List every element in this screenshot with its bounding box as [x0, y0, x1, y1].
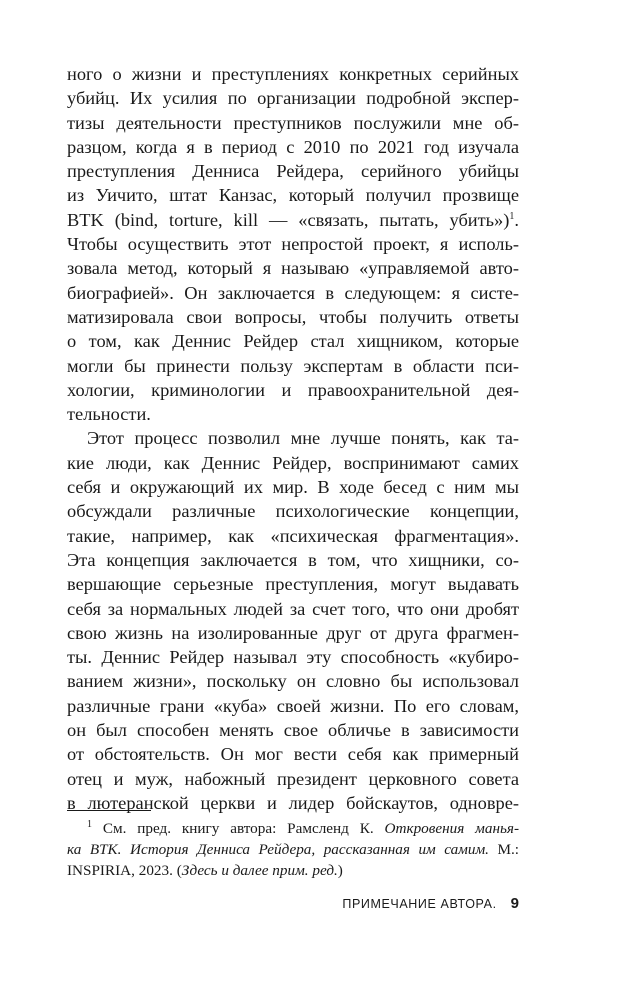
text-line: ванием жизни», поскольку он словно бы использовал: [67, 671, 519, 692]
text-line: себя и окружающий их мир. В ходе бесед с ним мы: [67, 477, 519, 498]
footnote-text: ): [337, 862, 343, 879]
running-footer: [67, 895, 519, 913]
text-line: зовала метод, который я называю «управляемой авто-: [67, 258, 519, 279]
text-line: могли бы принести пользу экспертам в области пси-: [67, 355, 519, 376]
footnote-title: Откровения манья-: [384, 820, 520, 837]
text-line: убийц. Их усилия по организации подробной экспер-: [67, 88, 519, 109]
footnote-note: Здесь и далее прим. ред.: [181, 862, 338, 879]
text-segment: BTK (bind, torture, kill — «связать, пытать, убить»): [67, 209, 510, 230]
page-number: 9: [510, 895, 519, 912]
text-line: вершающие серьезные преступления, могут выдавать: [67, 574, 519, 595]
text-line: кие люди, как Деннис Рейдер, воспринимают самих: [67, 452, 519, 473]
text-line: обсуждали различные психологические концепции,: [67, 501, 519, 522]
text-line-with-footnote: BTK (bind, torture, kill — «связать, пытать, убить»)$^1$.: [67, 209, 519, 230]
text-line: от обстоятельств. Он мог вести себя как примерный: [67, 744, 519, 765]
footnote-text: См. пред. книгу автора: Рамсленд К.: [102, 820, 385, 837]
text-line: отец и муж, набожный президент церковного совета: [67, 768, 519, 789]
footnote-text: М.:: [488, 841, 519, 858]
text-line: он был способен менять свое обличье в зависимости: [67, 720, 519, 741]
text-line: различные грани «куба» своей жизни. По его словам,: [67, 695, 519, 716]
text-line: тельности.: [67, 404, 151, 425]
text-line: о том, как Деннис Рейдер стал хищником, которые: [67, 331, 519, 352]
text-line: хологии, криминологии и правоохранительной дея-: [67, 379, 519, 400]
text-line: такие, например, как «психическая фрагментация».: [67, 525, 519, 546]
text-line: Эта концепция заключается в том, что хищники, со-: [67, 549, 519, 570]
text-line: Чтобы осуществить этот непростой проект, я исполь-: [67, 234, 519, 255]
text-line: свою жизнь на изолированные друг от друга фрагмен-: [67, 622, 519, 643]
section-label: ПРИМЕЧАНИЕ АВТОРА.: [342, 897, 497, 911]
text-line: тизы деятельности преступников послужили мне об-: [67, 112, 519, 133]
text-line: преступления Денниса Рейдера, серийного убийцы: [67, 161, 519, 182]
text-line: биографией». Он заключается в следующем: я систе-: [67, 282, 519, 303]
footnote-divider: [67, 810, 151, 811]
text-line: разцом, когда я в период с 2010 по 2021 год изучала: [67, 136, 519, 157]
main-text: [67, 62, 519, 815]
text-line: в лютеранской церкви и лидер бойскаутов, одновре-: [67, 792, 519, 813]
footnote-line: [67, 839, 519, 860]
footnote: [67, 818, 519, 881]
footnote-text: INSPIRIA, 2023. (: [67, 862, 182, 879]
footnote-title: ка BTK. История Денниса Рейдера, рассказанная им самим.: [67, 841, 489, 858]
text-line: ного о жизни и преступлениях конкретных серийных: [67, 64, 519, 84]
footnote-ref[interactable]: 1: [509, 210, 515, 222]
text-line: матизировала свои вопросы, чтобы получить ответы: [67, 306, 519, 327]
text-line: себя за нормальных людей за счет того, что они дробят: [67, 598, 519, 619]
footnote-line: [67, 818, 519, 839]
text-line: из Уичито, штат Канзас, который получил прозвище: [67, 185, 519, 206]
text-line: ты. Деннис Рейдер называл эту способность «кубиро-: [67, 647, 519, 668]
footnote-number: 1: [87, 818, 92, 830]
text-line: Этот процесс позволил мне лучше понять, как та-: [87, 428, 519, 449]
footnote-line: [67, 860, 519, 881]
